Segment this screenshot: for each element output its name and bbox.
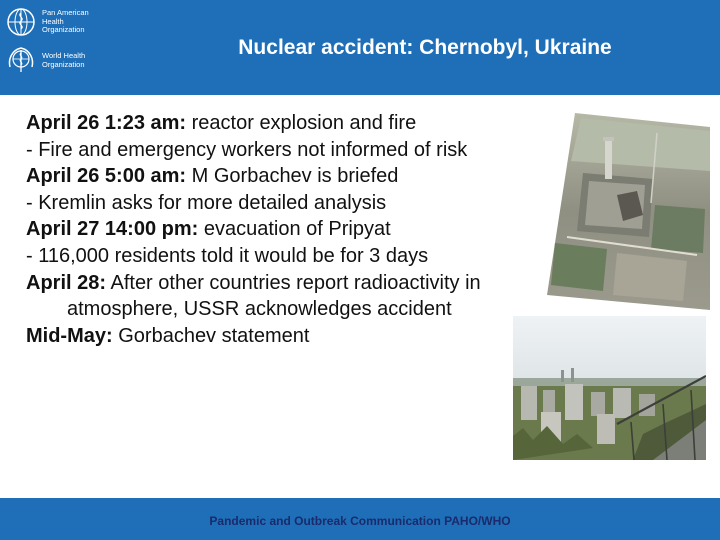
timeline-date: April 26 5:00 am: [26, 165, 187, 188]
timeline-date: April 28: [26, 271, 107, 294]
timeline-detail: - Kremlin asks for more detailed analysis [26, 191, 387, 214]
timeline-date: April 26 1:23 am: [26, 112, 187, 134]
header-bar [0, 0, 720, 95]
footer-caption: Pandemic and Outbreak Communication PAHO/WHO [209, 514, 511, 528]
timeline-line [26, 190, 526, 217]
timeline-line [26, 323, 526, 350]
timeline-line [26, 137, 526, 164]
timeline-detail: M Gorbachev is briefed [186, 165, 399, 188]
timeline-line [26, 243, 526, 270]
pripyat-city-photo [513, 316, 706, 460]
timeline-detail: Gorbachev statement [112, 324, 310, 347]
reactor-aerial-photo [547, 113, 710, 310]
timeline-detail: reactor explosion and fire [186, 112, 417, 134]
timeline-date: Mid-May: [26, 324, 113, 347]
timeline-detail: After other countries report radioactivity in atmosphere, USSR acknowledges accident [67, 271, 481, 321]
timeline-line [26, 270, 526, 323]
timeline-detail: - Fire and emergency workers not informed of risk [26, 138, 468, 161]
who-emblem-icon [6, 45, 36, 75]
timeline-line [26, 216, 526, 243]
timeline-detail: - 116,000 residents told it would be for 3 days [26, 244, 429, 267]
timeline-detail: evacuation of Pripyat [198, 218, 391, 241]
who-logo-text: World Health Organization [42, 51, 86, 69]
timeline-line [26, 110, 526, 137]
timeline-text [26, 110, 526, 349]
timeline-date: April 27 14:00 pm: [26, 218, 199, 241]
slide-title: Nuclear accident: Chernobyl, Ukraine [238, 36, 612, 59]
footer-bar [0, 498, 720, 540]
paho-emblem-icon [6, 7, 36, 37]
paho-logo-text: Pan American Health Organization [42, 8, 89, 34]
timeline-line [26, 163, 526, 190]
